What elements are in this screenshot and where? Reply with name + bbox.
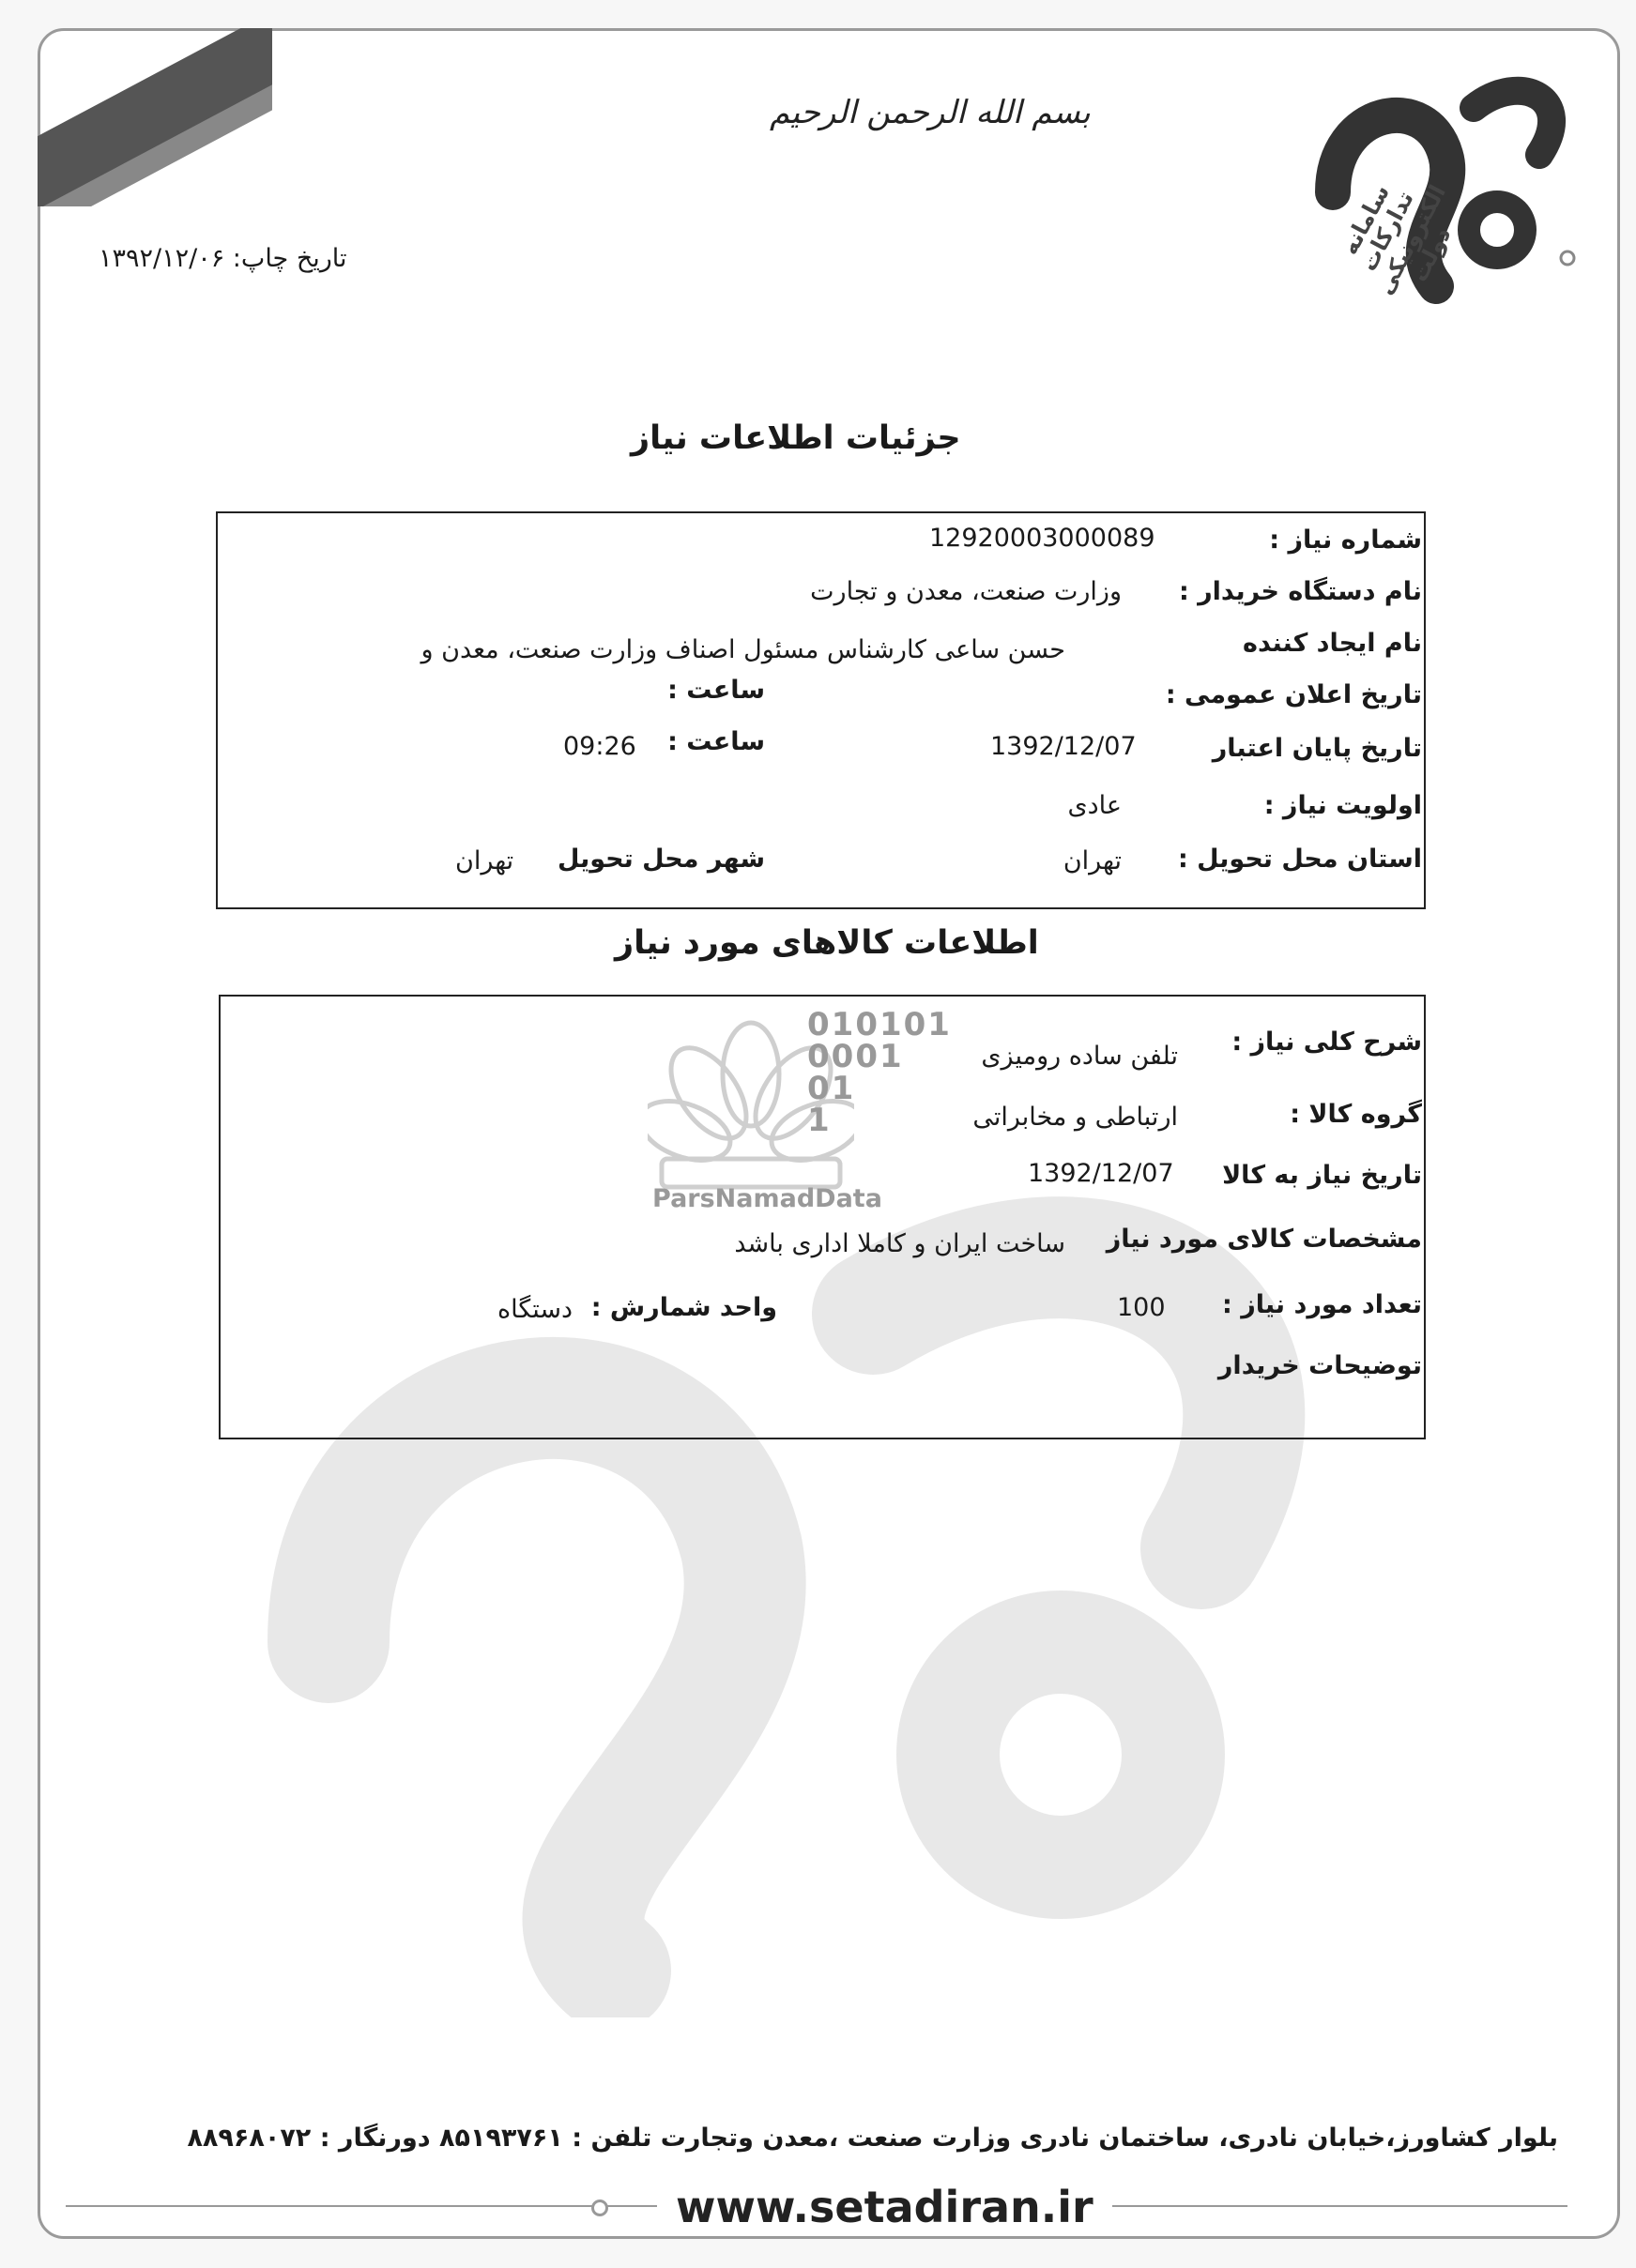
priority-value: عادی [1067,791,1122,820]
quantity-label: تعداد مورد نیاز : [1222,1290,1422,1319]
creator-label: نام ایجاد کننده [1243,629,1422,658]
specs-value: ساخت ایران و کاملا اداری باشد [734,1229,1065,1258]
priority-label: اولویت نیاز : [1263,791,1422,820]
need-date-value: 1392/12/07 [1028,1159,1174,1188]
city-value: تهران [455,846,514,875]
expiry-date-value: 1392/12/07 [990,732,1137,761]
unit-value: دستگاه [497,1295,573,1324]
province-label: استان محل تحویل : [1177,845,1422,874]
stamp-text: ParsNamadData [652,1184,882,1213]
iran-emblem-icon: ☫ [84,52,114,89]
goods-details-title: اطلاعات کالاهای مورد نیاز [615,924,1039,962]
buyer-notes-label: توضیحات خریدار [1217,1351,1422,1380]
need-date-label: تاریخ نیاز به کالا [1222,1161,1422,1190]
expiry-time-value: 09:26 [563,732,636,761]
footer-address: بلوار کشاورز،خیابان نادری، ساختمان نادری وزارت صنعت ،معدن وتجارت تلفن : ۸۵۱۹۳۷۶۱ دورنگار : ۸۸۹۶۸۰۷۲ [187,2123,1558,2153]
corner-band [38,28,272,206]
expiry-time-label: ساعت : [667,727,765,756]
description-value: تلفن ساده رومیزی [981,1042,1178,1071]
bismillah-calligraphy: بسم الله الرحمن الرحیم [770,94,1091,131]
description-label: شرح کلی نیاز : [1231,1027,1422,1057]
need-number-label: شماره نیاز : [1269,525,1422,555]
buyer-label: نام دستگاه خریدار : [1178,577,1422,606]
need-details-title: جزئیات اطلاعات نیاز [631,419,961,457]
city-label: شهر محل تحویل [557,845,765,874]
divider-dot-icon [591,2200,608,2216]
buyer-value: وزارت صنعت، معدن و تجارت [810,577,1122,606]
group-label: گروه کالا : [1290,1100,1422,1129]
unit-label: واحد شمارش : [590,1293,777,1322]
province-value: تهران [1063,846,1122,875]
need-number-value: 12920003000089 [929,524,1155,553]
creator-value: حسن ساعی کارشناس مسئول اصناف وزارت صنعت، معدن و [420,635,1065,664]
announce-date-label: تاریخ اعلان عمومی : [1165,680,1422,709]
footer-url: www.setadiran.ir [657,2182,1112,2232]
stamp-digits: 010101 0001 01 1 [807,1006,952,1139]
quantity-value: 100 [1117,1293,1166,1322]
announce-time-label: ساعت : [667,676,765,705]
logo-caption: سامانه تدارکات الکترونیکی دولت [1336,180,1457,299]
expiry-date-label: تاریخ پایان اعتبار [1212,734,1422,763]
specs-label: مشخصات کالای مورد نیاز [1106,1225,1422,1254]
group-value: ارتباطی و مخابراتی [972,1103,1178,1132]
print-date: تاریخ چاپ: ۱۳۹۲/۱۲/۰۶ [99,244,347,273]
